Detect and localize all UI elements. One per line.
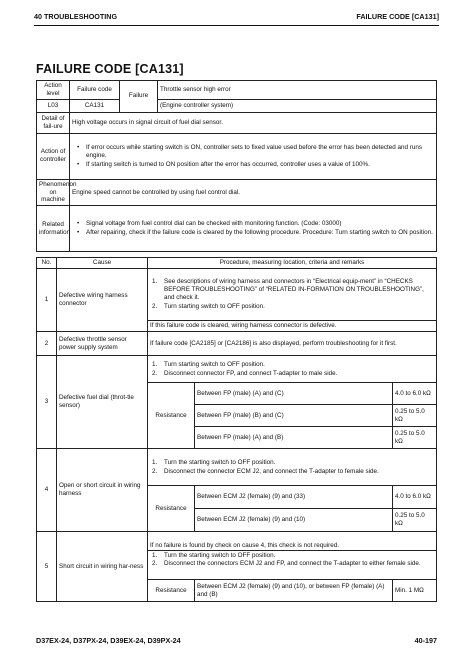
failure-desc-2: (Engine controller system) xyxy=(158,99,437,112)
cause-no: 3 xyxy=(37,356,57,449)
failure-info-table xyxy=(36,80,437,252)
col-header-procedure: Procedure, measuring location, criteria and remarks xyxy=(148,258,437,269)
action-label: Action of controller xyxy=(37,133,70,179)
measure-value: Min. 1 MΩ xyxy=(392,580,436,602)
procedure-step: 2. Disconnect the connector ECM J2, and connect the T-adapter to female side. xyxy=(152,467,379,475)
measure-location: Between FP (male) (A) and (C) xyxy=(195,383,393,405)
measure-location: Between ECM J2 (female) (9) and (10) xyxy=(195,509,393,532)
cause-text: Defective fuel dial (throt-tle sensor) xyxy=(57,356,148,449)
related-item-2: • After repairing, check if the failure code is cleared by the following procedure. Procedure: Turn starting switch to ON position. xyxy=(86,229,434,237)
action-level-label: Action level xyxy=(37,81,70,100)
measure-value: 4.0 to 6.0 kΩ xyxy=(392,486,436,509)
page-header xyxy=(34,12,439,26)
phenomenon-label: Phenomenon on machine xyxy=(37,179,70,206)
resistance-label: Resistance xyxy=(148,580,195,602)
measure-location: Between FP (male) (B) and (C) xyxy=(195,405,393,427)
header-failure-code: FAILURE CODE [CA131] xyxy=(356,12,439,21)
measure-location: Between FP (male) (A) and (B) xyxy=(195,427,393,449)
table-row xyxy=(37,269,437,321)
procedure-note: If failure code [CA2185] or [CA2186] is also displayed, perform troubleshooting for it first. xyxy=(148,332,437,356)
cause-no: 2 xyxy=(37,332,57,356)
page-title: FAILURE CODE [CA131] xyxy=(36,62,184,76)
procedure-note: If this failure code is cleared, wiring harness connector is defective. xyxy=(148,321,437,332)
cause-no: 4 xyxy=(37,449,57,532)
resistance-label: Resistance xyxy=(148,486,195,532)
table-row xyxy=(37,332,437,356)
page-number: 40-197 xyxy=(414,636,437,645)
cause-no: 1 xyxy=(37,269,57,332)
phenomenon-text: Engine speed cannot be controlled by using fuel control dial. xyxy=(70,179,437,206)
failure-code-value: CA131 xyxy=(70,99,120,112)
procedure-step: 1. See descriptions of wiring harness and connectors in “Electrical equip-ment” in “CHECKS BEFORE TROUBLESHOOTING” of “RELATED IN-FORMATION ON TROUBLESHOOTING”, and check it. xyxy=(152,278,424,301)
cause-text: Short circuit in wiring har-ness xyxy=(57,532,148,602)
failure-desc-1: Throttle sensor high error xyxy=(158,81,437,100)
related-item-1: • Signal voltage from fuel control dial can be checked with monitoring function. (Code: 03000) xyxy=(86,220,434,228)
procedure-step: 1. Turn starting switch to OFF position. xyxy=(152,360,265,368)
note-divider xyxy=(148,550,436,551)
table-row xyxy=(37,532,437,580)
action-level-value: L03 xyxy=(37,99,70,112)
failure-code-label: Failure code xyxy=(70,81,120,100)
cause-text: Defective throttle sensor power supply system xyxy=(57,332,148,356)
procedure-step: 1. Turn the starting switch to OFF position. xyxy=(152,458,276,466)
resistance-label: Resistance xyxy=(148,383,195,449)
col-header-no: No. xyxy=(37,258,57,269)
measure-value: 0.25 to 5.0 kΩ xyxy=(392,405,436,427)
section-title: 40 TROUBLESHOOTING xyxy=(34,12,118,21)
measure-location: Between ECM J2 (female) (9) and (10), or between FP (female) (A) and (B) xyxy=(195,580,393,602)
procedure-step: 1. Turn the starting switch to OFF position. xyxy=(152,551,276,559)
header-divider xyxy=(34,25,439,26)
procedure-step: 2. Disconnect connector FP, and connect T-adapter to male side. xyxy=(152,369,338,377)
table-row xyxy=(37,449,437,486)
procedure-note: If no failure is found by check on cause 4, this check is not required. xyxy=(150,541,340,549)
procedure-step: 2. Disconnect the connectors ECM J2 and FP, and connect the T-adapter to either female side. xyxy=(152,560,421,568)
measure-value: 4.0 to 6.0 kΩ xyxy=(392,383,436,405)
measure-value: 0.25 to 5.0 kΩ xyxy=(392,427,436,449)
cause-table xyxy=(36,257,437,602)
detail-label: Detail of fail-ure xyxy=(37,112,70,133)
footer-models: D37EX-24, D37PX-24, D39EX-24, D39PX-24 xyxy=(36,636,181,645)
detail-text: High voltage occurs in signal circuit of fuel dial sensor. xyxy=(70,112,437,133)
col-header-cause: Cause xyxy=(57,258,148,269)
table-row xyxy=(37,356,437,383)
measure-location: Between ECM J2 (female) (9) and (33) xyxy=(195,486,393,509)
related-label: Related information xyxy=(37,206,70,252)
measure-value: 0.25 to 5.0 kΩ xyxy=(392,509,436,532)
action-item-2: • If starting switch is turned to ON position after the error has occurred, controller uses a value of 100%. xyxy=(86,161,434,169)
procedure-step: 2. Turn starting switch to OFF position. xyxy=(152,302,265,310)
cause-no: 5 xyxy=(37,532,57,602)
cause-text: Defective wiring harness connector xyxy=(57,269,148,332)
cause-text: Open or short circuit in wiring harness xyxy=(57,449,148,532)
action-item-1: • If error occurs while starting switch is ON, controller sets to fixed value used before the error has been detected and runs engine. xyxy=(86,144,434,160)
failure-label: Failure xyxy=(120,81,158,113)
